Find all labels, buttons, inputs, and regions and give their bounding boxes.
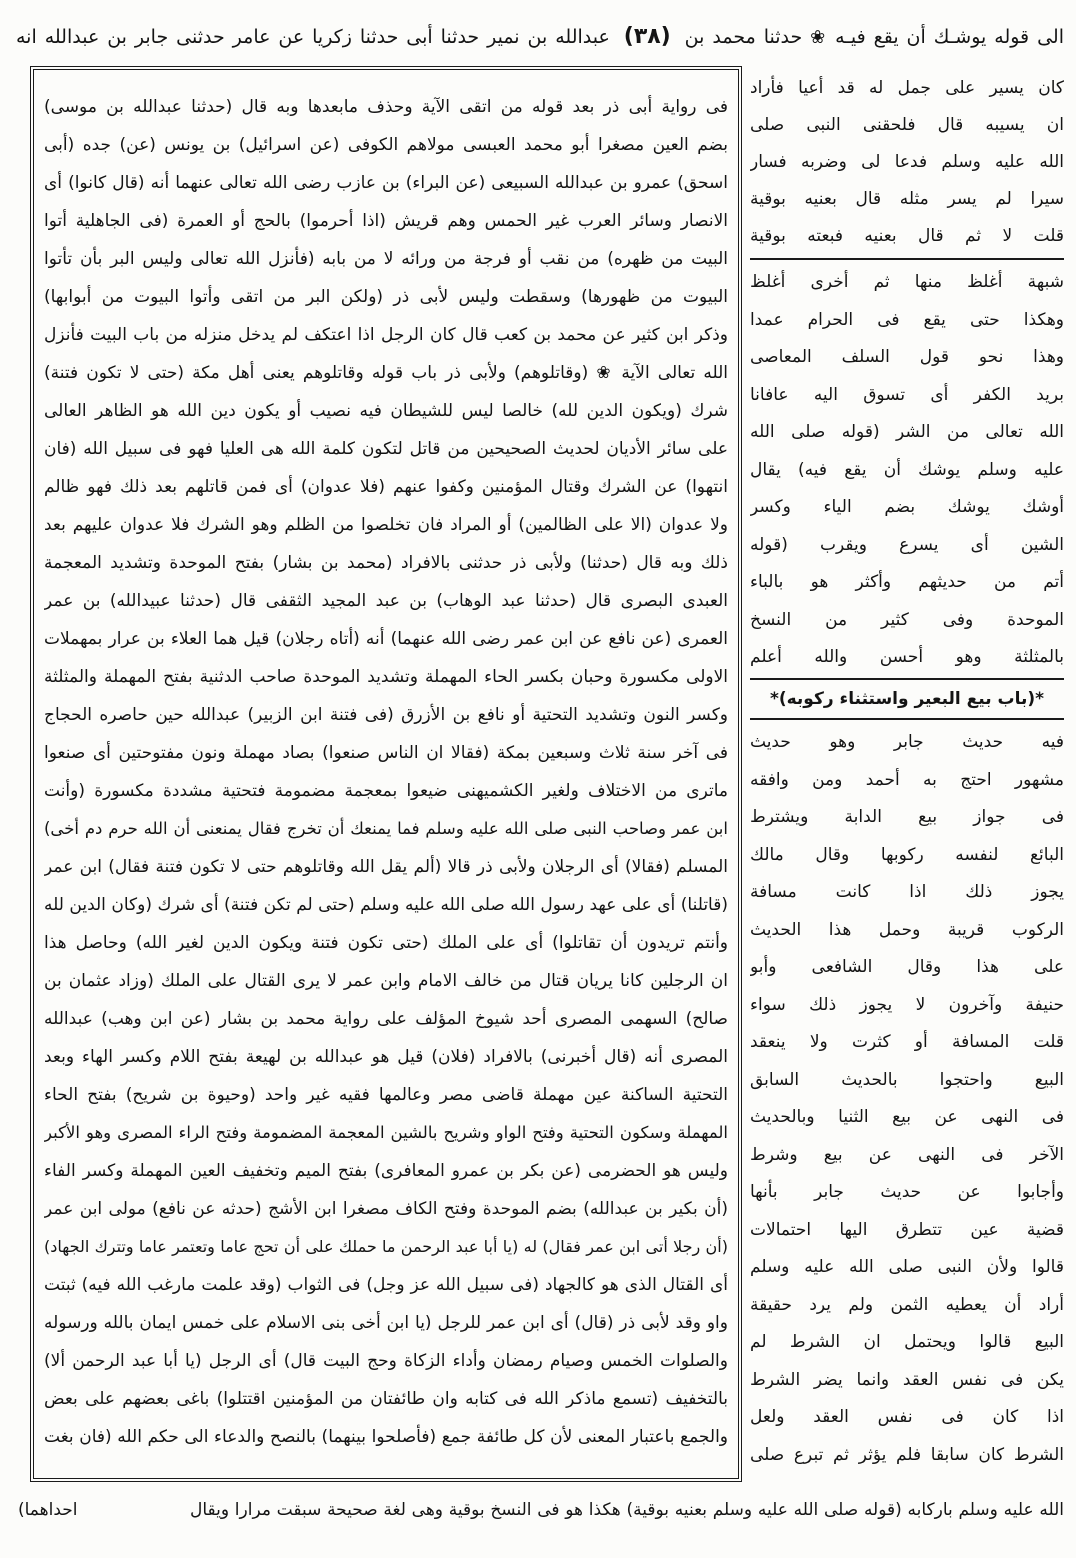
main-commentary-line-36: والجمع باعتبار المعنى لأن كل طائفة جمع (فأصلحوا بينهما) بالنصح والدعاء الى حكم الله (فان بغت [44, 1427, 728, 1447]
main-commentary-line-32: أى القتال الذى هو كالجهاد (فى سبيل الله عز وجل) فى الثواب (وقد علمت مارغب الله فيه) ثبتت [44, 1275, 728, 1295]
main-commentary-line-7: وذكر ابن كثير عن محمد بن كعب قال كان الرجل اذا اعتكف لم يدخل منزله من باب البيت فأنزل [44, 325, 728, 345]
chapter-commentary-line-5: يجوز ذلك اذا كانت مسافة [750, 882, 1064, 902]
main-commentary-line-10: على سائر الأديان لحديث الصحيحين من قاتل لتكون كلمة الله هى العليا فهو فى سبيل الله (فان [44, 439, 728, 459]
running-header [16, 14, 1064, 60]
main-commentary-line-23: وأنتم تريدون أن تقاتلوا) أى على الملك (حتى تكون فتنة ويكون الدين لغير الله) وحاصل هذا [44, 933, 728, 953]
margin-commentary-line-9: أتم من حديثهم وأكثر هو بالباء [750, 572, 1064, 592]
main-commentary-line-33: واو وقد لأبى ذر (قال) أى ابن عمر للرجل (يا ابن أخى بنى الاسلام على خمس ايمان بالله ورسوله [44, 1313, 728, 1333]
hadith-text-line-2: ان يسيبه قال فلحقنى النبى صلى [750, 115, 1064, 135]
chapter-commentary-line-8: حنيفة وآخرون لا يجوز ذلك سواء [750, 994, 1064, 1015]
chapter-commentary-line-17: البيع قالوا ويحتمل ان الشرط لم [750, 1332, 1064, 1352]
section-divider [750, 718, 1064, 720]
chapter-commentary-line-9: قلت المسافة أو كثرت ولا ينعقد [750, 1032, 1064, 1052]
margin-commentary-block [750, 264, 1064, 677]
main-commentary-line-1: فى رواية أبى ذر بعد قوله من اتقى الآية وحذف مابعدها وبه قال (حدثنا عبدالله بن موسى) [44, 97, 728, 117]
header-text-end: عبدالله بن نمير حدثنا أبى حدثنا زكريا عن عامر حدثنى جابر بن عبدالله انه [16, 26, 610, 48]
footer-continuation-line: الله عليه وسلم باركابه (قوله صلى الله عليه وسلم بعنيه بوقية) هكذا هو فى النسخ بوقية وهى لغة صحيحة سبقت مرارا ويقال [190, 1500, 1064, 1520]
main-commentary-line-26: المصرى أنه (قال أخبرنى) بالافراد (فلان) قيل هو عبدالله بن لهيعة بفتح اللام وكسر الهاء وبعد [44, 1047, 728, 1067]
margin-commentary-line-11: بالمثلثة وهو أحسن والله أعلم [750, 647, 1064, 667]
margin-commentary-line-1: شبهة أغلظ منها ثم أخرى أغلظ [750, 272, 1064, 292]
main-commentary-line-35: بالتخفيف (تسمع ماذكر الله فى كتابه وان طائفتان من المؤمنين اقتتلوا) باغى بعضهم على بعض [44, 1389, 728, 1409]
main-commentary-line-18: فى آخر سنة ثلاث وسبعين بمكة (فقالا ان الناس صنعوا) بصاد مهملة ونون مفتوحتين أى صنعوا [44, 743, 728, 763]
page-number: (٣٨) [623, 24, 671, 49]
chapter-commentary-line-19: اذا كان فى نفس العقد ولعل [750, 1407, 1064, 1427]
main-commentary-line-24: ان الرجلين كانا يريان قتال من خالف الامام وابن عمر لا يرى القتال على الملك (وزاد عثمان بن [44, 971, 728, 991]
chapter-commentary-line-13: وأجابوا عن حديث جابر بأنها [750, 1182, 1064, 1202]
chapter-commentary-line-12: الآخر فى النهى عن بيع وشرط [750, 1144, 1064, 1165]
main-commentary-line-2: بضم العين مصغرا أبو محمد العبسى مولاهم الكوفى (عن اسرائيل) بن يونس (عن) جده (أبى [44, 135, 728, 155]
chapter-commentary-line-18: يكن فى نفس العقد وانما يضر الشرط [750, 1369, 1064, 1390]
hadith-text-block [750, 70, 1064, 255]
main-commentary-line-29: وليس هو الحضرمى (عن بكر بن عمرو المعافرى) بفتح الميم وتخفيف العين المهملة وكسر الفاء [44, 1161, 728, 1181]
main-commentary-line-4: الانصار وسائر العرب غير الحمس وهم قريش (اذا أحرموا) بالحج أو العمرة (فى الجاهلية أتوا [44, 211, 728, 231]
main-commentary-line-12: ولا عدوان (الا على الظالمين) أو المراد فان تخلصوا من الظلم وهو الشرك فلا عدوان عليهم بعد [44, 515, 728, 535]
chapter-commentary-line-15: قالوا ولأن النبى صلى الله عليه وسلم [750, 1257, 1064, 1277]
main-commentary-line-14: العبدى البصرى قال (حدثنا عبد الوهاب) بن عبد المجيد الثقفى قال (حدثنا عبيدالله) بن عمر [44, 591, 728, 611]
chapter-commentary-block [750, 724, 1064, 1474]
chapter-commentary-line-4: البائع لنفسه ركوبها وقال مالك [750, 844, 1064, 865]
hadith-text-line-3: الله عليه وسلم فدعا لى وضربه فسار [750, 152, 1064, 172]
header-text-middle: حدثنا محمد بن [684, 26, 803, 48]
main-commentary-line-13: ذلك وبه قال (حدثنا) ولأبى ذر حدثنى بالافراد (محمد بن بشار) بفتح الموحدة وتشديد المعجمة [44, 553, 728, 573]
main-commentary-line-20: ابن عمر وصاحب النبى صلى الله عليه وسلم فما يمنعك أن تخرج فقال يمنعنى أن الله حرم دم أخى) [44, 819, 728, 838]
main-commentary-line-31: (أن رجلا أتى ابن عمر فقال) له (يا أبا عبد الرحمن ما حملك على أن تحج عاما وتعتمر عاما وتترك الجهاد) [44, 1237, 728, 1256]
chapter-commentary-line-6: الركوب قريبة وحمل هذا الحديث [750, 919, 1064, 940]
margin-commentary-line-5: الله تعالى من الشر (قوله صلى الله [750, 422, 1064, 442]
chapter-commentary-line-20: الشرط كان سابقا فلم يؤثر ثم تبرع صلى [750, 1444, 1064, 1465]
chapter-heading: *(باب بيع البعير واستثناء ركوبه)* [769, 689, 1045, 709]
margin-commentary-line-10: الموحدة وفى كثير من النسخ [750, 609, 1064, 630]
main-commentary-line-3: اسحق) عمرو بن عبدالله السبيعى (عن البراء) بن عازب رضى الله تعالى عنهما أنه (قال كانوا) أى [44, 173, 728, 193]
margin-commentary-line-2: وهكذا حتى يقع فى الحرام عمدا [750, 309, 1064, 330]
chapter-commentary-line-16: أراد أن يعطيه الثمن ولم يرد حقيقة [750, 1294, 1064, 1315]
main-commentary-line-17: وكسر النون وتشديد التحتية أو نافع بن الأزرق (فى فتنة ابن الزبير) عبدالله حين حاصره الحجاج [44, 705, 728, 725]
section-divider [750, 258, 1064, 260]
main-commentary-line-6: البيوت من ظهورها) وسقطت وليس لأبى ذر (ولكن البر من اتقى وأتوا البيوت من أبوابها) [44, 287, 728, 307]
main-commentary-line-22: (قاتلنا) أى على عهد رسول الله صلى الله عليه وسلم (حتى لم تكن فتنة) أى شرك (وكان الدين لله [44, 895, 728, 915]
margin-commentary-column [750, 66, 1064, 1482]
main-commentary-line-9: شرك (ويكون الدين لله) خالصا ليس للشيطان فيه نصيب أو يكون دين الله هو الظاهر العالى [44, 401, 728, 421]
main-commentary-line-28: المهملة وسكون التحتية وفتح الواو وشريح بالشين المعجمة المضمومة وفتح الراء المصرى وهو الأكبر [44, 1123, 728, 1142]
margin-commentary-line-4: بريد الكفر أى تسوق اليه عافانا [750, 384, 1064, 405]
margin-commentary-line-8: الشين أى يسرع ويقرب (قوله [750, 534, 1064, 555]
main-commentary-text [44, 88, 728, 1456]
catchword: احداهما) [18, 1500, 78, 1520]
hadith-text-line-4: سيرا لم يسر مثله قال بعنيه بوقية [750, 189, 1064, 209]
hadith-text-line-5: قلت لا ثم قال بعنيه فبعته بوقية [750, 226, 1064, 246]
margin-commentary-line-7: أوشك يوشك بضم الياء وكسر [750, 497, 1064, 517]
main-commentary-line-19: ماترى من الاختلاف ولغير الكشميهنى ضيعوا بمعجمة مضمومة فتحتية مشددة مكسورة (وأنت [44, 781, 728, 801]
main-commentary-line-34: والصلوات الخمس وصيام رمضان وأداء الزكاة وحج البيت قال) أى الرجل (يا أبا عبد الرحمن ألا) [44, 1351, 728, 1371]
main-commentary-line-15: العمرى (عن نافع عن ابن عمر رضى الله عنهما) أنه (أتاه رجلان) قيل هما العلاء بن عرار بمهملات [44, 629, 728, 649]
header-text-start: الى قوله يوشـك أن يقع فيـه [835, 26, 1064, 48]
main-commentary-line-8: الله تعالى الآية ❀ (وقاتلوهم) ولأبى ذر باب قوله وقاتلوهم يعنى أهل مكة (حتى لا تكون فتنة) [44, 363, 728, 383]
main-commentary-line-21: المسلم (فقالا) أى الرجلان ولأبى ذر قالا (ألم يقل الله وقاتلوهم حتى لا تكون فتنة فقال) ابن عمر [44, 857, 728, 877]
chapter-commentary-line-2: مشهور احتج به أحمد ومن وافقه [750, 769, 1064, 790]
main-commentary-line-11: انتهوا) عن الشرك وقتال المؤمنين وكفوا عنهم (فلا عدوان) أى فمن قاتلهم بعد ذلك فهو ظالم [44, 477, 728, 497]
main-commentary-line-27: التحتية الساكنة عين مهملة قاضى مصر وعالمها فقيه غير واحد (وحيوة بن شريح) بفتح الحاء [44, 1085, 728, 1105]
margin-commentary-line-6: عليه وسلم يوشك أن يقع فيه) يقال [750, 459, 1064, 480]
chapter-commentary-line-11: فى النهى عن بيع الثنيا وبالحديث [750, 1107, 1064, 1127]
section-divider [750, 678, 1064, 680]
rosette-ornament-icon: ❀ [810, 27, 828, 48]
margin-commentary-line-3: وهذا نحو قول السلف المعاصى [750, 347, 1064, 367]
main-commentary-line-5: البيت من ظهره) من نقب أو فرجة من ورائه لا من بابه (فأنزل الله تعالى وليس البر بأن تأتوا [44, 249, 728, 269]
chapter-commentary-line-3: فى جواز بيع الدابة ويشترط [750, 807, 1064, 827]
chapter-commentary-line-10: البيع واحتجوا بالحديث السابق [750, 1069, 1064, 1090]
main-commentary-line-25: صالح) السهمى المصرى أحد شيوخ المؤلف على رواية محمد بن بشار (عن ابن وهب) عبدالله [44, 1009, 728, 1029]
hadith-text-line-1: كان يسير على جمل له قد أعيا فأراد [750, 78, 1064, 98]
chapter-commentary-line-7: على هذا وقال الشافعى وأبو [750, 957, 1064, 977]
main-commentary-line-16: الاولى مكسورة وحبان بكسر الحاء المهملة وتشديد الموحدة صاحب الدثنية بفتح المهملة والمثلثة [44, 667, 728, 687]
main-commentary-box [30, 66, 742, 1482]
chapter-commentary-line-1: فيه حديث جابر وهو حديث [750, 732, 1064, 752]
chapter-commentary-line-14: قضية عين تتطرق اليها احتمالات [750, 1219, 1064, 1240]
main-commentary-line-30: (أن بكير بن عبدالله) بضم الموحدة وفتح الكاف مصغرا ابن الأشج (حدثه عن نافع) مولى ابن عمر [44, 1199, 728, 1219]
